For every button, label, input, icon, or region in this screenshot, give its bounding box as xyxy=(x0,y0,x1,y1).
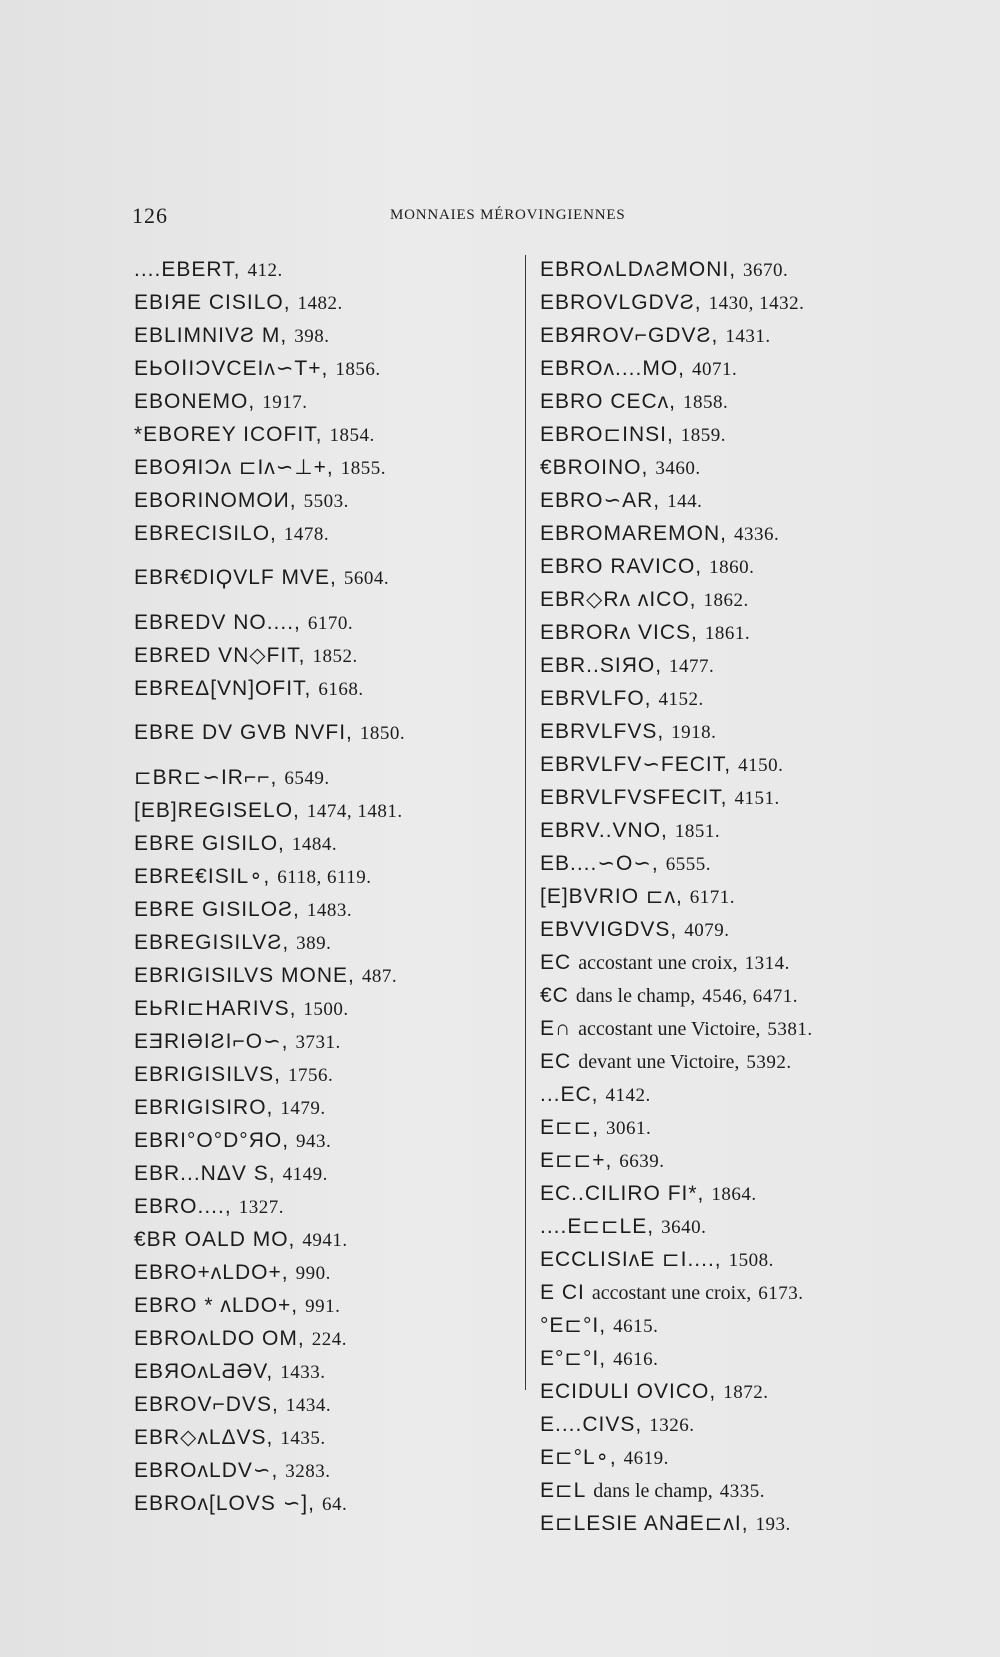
coin-legend: EBRIGISIRO, xyxy=(134,1096,274,1119)
coin-legend: EBRE GISILO, xyxy=(134,832,285,855)
catalogue-refs: 1852. xyxy=(312,646,358,667)
index-entry xyxy=(134,253,514,286)
index-entry xyxy=(540,649,960,682)
catalogue-refs: 1918. xyxy=(671,722,717,743)
coin-legend: ECIDULI OVICO, xyxy=(540,1380,717,1403)
coin-legend: EƎRIƏIƧI⌐O∽, xyxy=(134,1030,289,1053)
index-entry xyxy=(540,583,960,616)
index-entry xyxy=(134,1421,514,1454)
index-entry xyxy=(134,1487,514,1520)
coin-legend: ...EC, xyxy=(540,1083,599,1106)
index-entry xyxy=(540,946,960,979)
index-entry xyxy=(540,979,960,1012)
coin-legend: [E]BVRIO ⊏ʌ, xyxy=(540,885,683,908)
catalogue-refs: 1434. xyxy=(285,1395,332,1416)
catalogue-refs: 4071. xyxy=(692,359,738,380)
index-entry xyxy=(134,286,514,319)
index-entry xyxy=(134,1091,514,1124)
index-entry xyxy=(134,1124,514,1157)
catalogue-refs: 1508. xyxy=(728,1250,774,1271)
catalogue-refs: 1756. xyxy=(288,1065,334,1086)
coin-legend: EBRVLFO, xyxy=(540,687,652,710)
coin-legend: E....CIVS, xyxy=(540,1413,643,1436)
index-entry xyxy=(134,1355,514,1388)
catalogue-refs: 1917. xyxy=(262,392,308,413)
catalogue-refs: 1850. xyxy=(359,723,406,744)
coin-legend: ⊏BR⊏∽IR⌐⌐, xyxy=(134,766,278,789)
running-head: MONNAIES MÉROVINGIENNES xyxy=(390,207,626,223)
index-entry xyxy=(540,1210,960,1243)
index-entry xyxy=(540,1144,960,1177)
coin-legend: E⊏⊏+, xyxy=(540,1149,613,1172)
coin-legend: EBREGISILVƧ, xyxy=(134,931,290,954)
catalogue-refs: 1861. xyxy=(704,623,751,644)
index-entry xyxy=(540,352,960,385)
coin-legend: EBRO∽AR, xyxy=(540,489,661,512)
coin-legend: *EBOREY ICOFIT, xyxy=(134,423,323,446)
coin-legend: €BROINO, xyxy=(540,456,649,479)
coin-legend: €C xyxy=(540,984,569,1007)
coin-legend: EBRO RAVICO, xyxy=(540,555,703,578)
index-entry xyxy=(134,1058,514,1091)
index-entry xyxy=(540,1243,960,1276)
index-entry xyxy=(540,385,960,418)
index-entry xyxy=(540,319,960,352)
coin-legend: EBR◇ʌLΔVS, xyxy=(134,1426,274,1449)
index-entry xyxy=(134,827,514,860)
index-entry xyxy=(134,484,514,517)
catalogue-refs: 4079. xyxy=(684,920,730,941)
index-entry xyxy=(540,1045,960,1078)
catalogue-refs: 4615. xyxy=(613,1316,659,1337)
catalogue-refs: 4150. xyxy=(738,755,784,776)
coin-legend: ....EBERT, xyxy=(134,258,241,281)
index-entry xyxy=(134,959,514,992)
coin-legend: EBR...NΔV S, xyxy=(134,1162,276,1185)
index-entry xyxy=(134,860,514,893)
catalogue-refs: 4149. xyxy=(282,1164,328,1185)
entry-note: accostant une Victoire, xyxy=(578,1018,761,1040)
catalogue-refs: 5604. xyxy=(343,568,390,589)
catalogue-refs: 144. xyxy=(667,491,703,512)
coin-legend: EBRVLFVS, xyxy=(540,720,665,743)
index-entry xyxy=(134,1256,514,1289)
coin-legend: E⊏°L∘, xyxy=(540,1446,617,1469)
index-entry xyxy=(540,1111,960,1144)
coin-legend: EЬRI⊏HARIVS, xyxy=(134,997,297,1020)
index-entry xyxy=(540,880,960,913)
coin-legend: EBRECISILO, xyxy=(134,522,277,545)
catalogue-refs: 1859. xyxy=(680,425,727,446)
catalogue-refs: 1500. xyxy=(303,999,349,1020)
coin-legend: EBROʌLDV∽, xyxy=(134,1459,279,1482)
coin-legend: EBRORʌ VICS, xyxy=(540,621,698,644)
index-entry xyxy=(540,913,960,946)
index-entry xyxy=(540,451,960,484)
catalogue-refs: 412. xyxy=(247,260,283,281)
catalogue-refs: 64. xyxy=(321,1494,348,1515)
catalogue-refs: 1858. xyxy=(683,392,729,413)
catalogue-refs: 6170. xyxy=(307,613,354,634)
entry-note: dans le champ, xyxy=(593,1480,713,1502)
coin-legend: E∩ xyxy=(540,1017,572,1040)
catalogue-refs: 4335. xyxy=(719,1481,765,1502)
catalogue-refs: 3640. xyxy=(661,1217,707,1238)
index-entry xyxy=(540,1507,960,1540)
index-entry xyxy=(540,847,960,880)
index-entry xyxy=(540,1474,960,1507)
catalogue-refs: 1474, 1481. xyxy=(306,801,403,822)
catalogue-refs: 6549. xyxy=(284,768,330,789)
catalogue-refs: 991. xyxy=(305,1296,341,1317)
catalogue-refs: 4151. xyxy=(734,788,780,809)
catalogue-refs: 6168. xyxy=(318,679,364,700)
index-entry xyxy=(540,1078,960,1111)
index-entry xyxy=(134,1157,514,1190)
catalogue-refs: 6555. xyxy=(665,854,711,875)
catalogue-refs: 990. xyxy=(295,1263,331,1284)
coin-legend: EC xyxy=(540,951,572,974)
index-entry xyxy=(134,926,514,959)
index-entry xyxy=(540,814,960,847)
catalogue-refs: 1872. xyxy=(723,1382,769,1403)
coin-legend: EBONEMO, xyxy=(134,390,256,413)
index-entry xyxy=(540,1276,960,1309)
catalogue-refs: 4616. xyxy=(613,1349,659,1370)
coin-legend: EBROʌ[LOVS ∽], xyxy=(134,1492,315,1515)
index-entry xyxy=(540,1012,960,1045)
index-entry xyxy=(134,705,514,761)
coin-legend: EЬOⅠIƆVCEIʌ∽T+, xyxy=(134,357,329,380)
coin-legend: EBRI°O°D°ЯO, xyxy=(134,1129,290,1152)
page-number: 126 xyxy=(132,203,168,228)
entry-note: dans le champ, xyxy=(575,985,696,1007)
index-entry xyxy=(540,781,960,814)
catalogue-refs: 1855. xyxy=(340,458,387,479)
catalogue-refs: 943. xyxy=(296,1131,332,1152)
coin-legend: ECCLISIʌE ⊏I...., xyxy=(540,1248,722,1271)
left-column xyxy=(134,253,514,1520)
catalogue-refs: 5503. xyxy=(303,491,349,512)
catalogue-refs: 3283. xyxy=(285,1461,331,1482)
coin-legend: °E⊏°I, xyxy=(540,1314,607,1337)
coin-legend: EBREΔ[VN]OFIT, xyxy=(134,677,312,700)
catalogue-refs: 1864. xyxy=(711,1184,757,1205)
catalogue-refs: 6171. xyxy=(689,887,736,908)
coin-legend: EBЯROV⌐GDVƧ, xyxy=(540,324,719,347)
coin-legend: EBORINOMOИ, xyxy=(134,489,297,512)
catalogue-refs: 1484. xyxy=(291,834,338,855)
index-entry xyxy=(134,606,514,639)
catalogue-refs: 389. xyxy=(296,933,332,954)
index-entry xyxy=(540,253,960,286)
index-entry xyxy=(540,484,960,517)
catalogue-refs: 3731. xyxy=(295,1032,341,1053)
coin-legend: E°⊏°I, xyxy=(540,1347,607,1370)
index-entry xyxy=(134,385,514,418)
entry-note: accostant une croix, xyxy=(578,952,738,974)
catalogue-refs: 1856. xyxy=(335,359,381,380)
catalogue-refs: 487. xyxy=(361,966,398,987)
coin-legend: EBVVIGDVS, xyxy=(540,918,678,941)
entry-note: accostant une croix, xyxy=(591,1282,752,1304)
index-entry xyxy=(134,517,514,550)
coin-legend: EBROʌLDO OM, xyxy=(134,1327,305,1350)
index-entry xyxy=(134,1454,514,1487)
catalogue-refs: 1854. xyxy=(329,425,375,446)
coin-legend: EBRV..VNO, xyxy=(540,819,668,842)
index-entry xyxy=(134,1388,514,1421)
coin-legend: EC..CILIRO FI*, xyxy=(540,1182,705,1205)
index-entry xyxy=(134,794,514,827)
catalogue-refs: 1433. xyxy=(280,1362,326,1383)
catalogue-refs: 1326. xyxy=(649,1415,695,1436)
catalogue-refs: 5381. xyxy=(767,1019,813,1040)
catalogue-refs: 1479. xyxy=(280,1098,326,1119)
index-entry xyxy=(134,761,514,794)
catalogue-refs: 5392. xyxy=(746,1052,792,1073)
index-entry xyxy=(540,286,960,319)
coin-legend: EBR..SIЯO, xyxy=(540,654,663,677)
index-entry xyxy=(134,1223,514,1256)
catalogue-refs: 3670. xyxy=(743,260,789,281)
index-entry xyxy=(540,1408,960,1441)
coin-legend: EBR◇Rʌ ʌICO, xyxy=(540,588,697,611)
catalogue-refs: 398. xyxy=(294,326,330,347)
index-entry xyxy=(540,1342,960,1375)
index-entry xyxy=(540,715,960,748)
coin-legend: EBROʌLDʌƧMONI, xyxy=(540,258,737,281)
index-entry xyxy=(134,1190,514,1223)
index-entry xyxy=(540,517,960,550)
coin-legend: EBIЯE CISILO, xyxy=(134,291,291,314)
catalogue-refs: 4142. xyxy=(605,1085,651,1106)
catalogue-refs: 4336. xyxy=(734,524,780,545)
coin-legend: EBLIMNIVƧ M, xyxy=(134,324,288,347)
coin-legend: EBOЯIƆʌ ⊏Iʌ∽⊥+, xyxy=(134,456,334,479)
index-entry xyxy=(134,893,514,926)
catalogue-refs: 1482. xyxy=(297,293,343,314)
index-entry xyxy=(540,1309,960,1342)
coin-legend: EBЯOʌLƋƏV, xyxy=(134,1360,274,1383)
coin-legend: EBRIGISILVS MONE, xyxy=(134,964,355,987)
index-entry xyxy=(540,550,960,583)
index-entry xyxy=(134,319,514,352)
index-entry xyxy=(134,418,514,451)
coin-legend: EBRVLFVSFECIT, xyxy=(540,786,728,809)
catalogue-refs: 1430, 1432. xyxy=(708,293,805,314)
index-entry xyxy=(134,639,514,672)
index-entry xyxy=(134,352,514,385)
coin-legend: EC xyxy=(540,1050,572,1073)
catalogue-refs: 1431. xyxy=(725,326,771,347)
index-entry xyxy=(540,1177,960,1210)
catalogue-refs: 6639. xyxy=(619,1151,665,1172)
coin-legend: EBROVLGDVƧ, xyxy=(540,291,702,314)
catalogue-refs: 1314. xyxy=(744,953,790,974)
catalogue-refs: 4152. xyxy=(658,689,704,710)
catalogue-refs: 3460. xyxy=(655,458,701,479)
coin-legend: EBROMAREMON, xyxy=(540,522,728,545)
catalogue-refs: 1860. xyxy=(709,557,755,578)
coin-legend: EBRE€ISIL∘, xyxy=(134,865,271,888)
column-divider xyxy=(525,255,526,1390)
index-entry xyxy=(134,550,514,606)
page-header xyxy=(132,203,852,239)
catalogue-refs: 1478. xyxy=(283,524,330,545)
coin-legend: EBRED VN◇FIT, xyxy=(134,644,306,667)
coin-legend: EBRO...., xyxy=(134,1195,232,1218)
index-entry xyxy=(540,1375,960,1408)
coin-legend: E⊏LESIE ANƋE⊏ʌI, xyxy=(540,1512,749,1535)
coin-legend: EBR€DIϘVLF MVE, xyxy=(134,566,337,589)
coin-legend: E⊏L xyxy=(540,1479,587,1502)
catalogue-refs: 3061. xyxy=(606,1118,652,1139)
index-entry xyxy=(134,1025,514,1058)
coin-legend: EBRO * ʌLDO+, xyxy=(134,1294,299,1317)
coin-legend: EBRO⊏INSI, xyxy=(540,423,674,446)
coin-legend: EBRE DV GVB NVFI, xyxy=(134,721,353,744)
catalogue-refs: 1483. xyxy=(306,900,353,921)
catalogue-refs: 4546, 6471. xyxy=(702,986,799,1007)
index-entry xyxy=(134,1289,514,1322)
index-entry xyxy=(540,748,960,781)
coin-legend: E⊏⊏, xyxy=(540,1116,600,1139)
coin-legend: EBRE GISILOƧ, xyxy=(134,898,300,921)
catalogue-refs: 224. xyxy=(311,1329,347,1350)
catalogue-refs: 1435. xyxy=(280,1428,326,1449)
index-entry xyxy=(134,992,514,1025)
coin-legend: EBRO+ʌLDO+, xyxy=(134,1261,289,1284)
coin-legend: [EB]REGISELO, xyxy=(134,799,300,822)
catalogue-refs: 6118, 6119. xyxy=(277,867,372,888)
index-entry xyxy=(540,682,960,715)
catalogue-refs: 1862. xyxy=(703,590,749,611)
coin-legend: EBRVLFV∽FECIT, xyxy=(540,753,732,776)
coin-legend: EBREDV NO...., xyxy=(134,611,301,634)
catalogue-refs: 193. xyxy=(755,1514,791,1535)
index-entry xyxy=(134,672,514,705)
right-column xyxy=(540,253,960,1540)
coin-legend: EBROʌ....MO, xyxy=(540,357,686,380)
index-entry xyxy=(540,616,960,649)
catalogue-refs: 6173. xyxy=(758,1283,804,1304)
index-entry xyxy=(540,418,960,451)
entry-note: devant une Victoire, xyxy=(578,1051,740,1073)
catalogue-refs: 4619. xyxy=(623,1448,669,1469)
coin-legend: €BR OALD MO, xyxy=(134,1228,296,1251)
index-entry xyxy=(134,451,514,484)
catalogue-refs: 1477. xyxy=(669,656,715,677)
catalogue-refs: 4941. xyxy=(302,1230,348,1251)
catalogue-refs: 1327. xyxy=(238,1197,284,1218)
catalogue-refs: 1851. xyxy=(674,821,721,842)
coin-legend: EBRO CECʌ, xyxy=(540,390,677,413)
coin-legend: EBRIGISILVS, xyxy=(134,1063,281,1086)
coin-legend: EB....∽O∽, xyxy=(540,852,659,875)
index-entry xyxy=(540,1441,960,1474)
coin-legend: E CI xyxy=(540,1281,585,1304)
coin-legend: ....E⊏⊏LE, xyxy=(540,1215,655,1238)
coin-legend: EBROV⌐DVS, xyxy=(134,1393,279,1416)
index-entry xyxy=(134,1322,514,1355)
